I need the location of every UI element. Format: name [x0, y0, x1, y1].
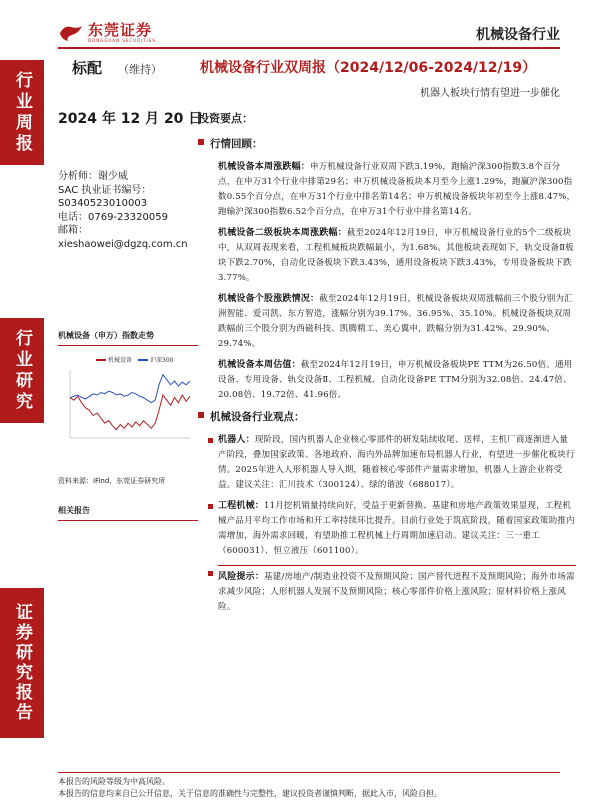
analyst-email-label: 邮箱：: [58, 225, 88, 237]
report-subtitle: 机器人板块行情有望进一步催化: [420, 88, 560, 99]
analyst-phone: 电话：0769-23320059: [58, 211, 168, 223]
rating-label: 标配: [72, 59, 103, 77]
para-lead: 工程机械：: [218, 501, 265, 511]
index-chart: [58, 330, 198, 486]
para-lead: 机器人：: [218, 435, 255, 445]
investment-points: [198, 110, 576, 621]
analyst-email[interactable]: xieshaowei@dgzq.com.cn: [58, 238, 188, 250]
para-lead: 机械设备个股涨跌情况：: [218, 294, 320, 304]
chart-source: 资料来源：iFind，东莞证券研究所: [58, 477, 166, 485]
related-reports-title: 相关报告: [58, 505, 198, 521]
side-tab-securities-report: [0, 588, 44, 738]
series-line-index: [70, 375, 190, 403]
para-text: 11月挖机销量持续向好，受益于更新替换、基建和房地产政策效果显现，工程机械产品月平均工作市场和开工率持续环比提升。目前行业处于筑底阶段，随着国家政策助推内需增加，海外需求回暖，有望助推工程机械上行周期加速启动。建议关注：三一重工（600031）、恒立液压（601100）。: [218, 501, 575, 556]
chart-plot: [58, 346, 198, 466]
para-lead: 风险提示：: [218, 572, 265, 582]
view-paragraph-robot: [218, 433, 576, 493]
para-text: 申万机械设备行业双周下跌3.19%，跑输沪深300指数3.8个百分点，在申万31个行业中排第29名；申万机械设备板块本月至今上涨1.29%，跑赢沪深300指数0.55个百分点，在申万31个行业中排名第14名；申万机械设备板块年初至今上涨8.47%，跑输沪深300指数6.52个百分点，在申万31个行业中排名第14名。: [218, 162, 576, 217]
side-tab-weekly: [0, 60, 44, 165]
para-text: 截至2024年12月19日，机械设备板块双周涨幅前三个股分别为汇洲智能、爱司凯、东方智造，涨幅分别为39.17%、36.95%、35.10%。机械设备板块双周跌幅前三个股分别为西磁科技、凯腾精工、美心翼申，跌幅分别为31.42%、29.90%、29.74%。: [218, 294, 573, 349]
company-name-en: DONGGUAN SECURITIES: [88, 38, 156, 43]
review-paragraph: [218, 358, 576, 403]
para-lead: 机械设备二级板块本周涨跌幅：: [218, 228, 347, 238]
para-lead: 机械设备本周估值：: [218, 360, 301, 370]
analyst-name: 分析师：谢少威: [58, 171, 128, 182]
points-title: 投资要点：: [198, 112, 253, 125]
side-tab-research: [0, 318, 44, 423]
chart-title: 机械设备（申万）指数走势: [58, 330, 198, 346]
disclaimer-footer: [58, 772, 560, 800]
para-text: 截至2024年12月19日，申万机械设备板块PE TTM为26.50倍。通用设备、专用设备、轨交设备Ⅱ、工程机械、自动化设备PE TTM分别为32.08倍、24.47倍、20.08倍、19.72倍、41.96倍。: [218, 360, 573, 400]
view-paragraph-machinery: [218, 499, 576, 559]
view-heading: 机械设备行业观点：: [198, 409, 576, 424]
analyst-cert-label: SAC 执业证书编号：: [58, 184, 152, 196]
analyst-cert-number: S0340523010003: [58, 198, 148, 210]
para-lead: 机械设备本周涨跌幅：: [218, 162, 311, 172]
review-heading: 行情回顾：: [198, 136, 576, 151]
side-tab-label: 行业周报: [12, 70, 32, 155]
legend-label-index: 沪深300: [150, 357, 174, 364]
series-line-industry: [70, 395, 190, 430]
report-title: 机械设备行业双周报（2024/12/06-2024/12/19）: [200, 60, 537, 76]
side-tab-label: 证券研究报告: [12, 603, 32, 723]
review-paragraph: [218, 160, 576, 220]
risk-level-note: 本报告的风险等级为中高风险。: [58, 777, 170, 786]
review-paragraph: [218, 226, 576, 286]
review-paragraph: [218, 292, 576, 352]
industry-label: 机械设备行业: [476, 27, 560, 43]
company-logo: [58, 22, 156, 43]
header-divider: [58, 47, 560, 49]
rating-sub: （维持）: [118, 63, 162, 76]
para-text: 基建/房地产/制造业投资不及预期风险；国产替代进程不及预期风险；海外市场需求减少风险；人形机器人发展不及预期风险；核心零部件价格上涨风险；原材料价格上涨风险。: [218, 572, 575, 612]
para-text: 截至2024年12月19日，申万机械设备行业的5个二级板块中，从双周表现来看，工程机械板块跌幅最小，为1.68%。其他板块表现如下，轨交设备Ⅱ板块下跌2.70%，自动化设备板块下跌3.43%，通用设备板块下跌3.43%，专用设备板块下跌3.77%。: [218, 228, 574, 283]
legend-label-industry: 机械设备: [108, 357, 133, 364]
report-date: 2024 年 12 月 20 日: [58, 111, 203, 127]
side-tab-label: 行业研究: [12, 328, 32, 413]
company-name: 东莞证券: [88, 21, 153, 39]
source-disclaimer: 本报告的信息均来自已公开信息，关于信息的准确性与完整性，建议投资者谨慎判断，据此入市，风险自担。: [58, 789, 442, 798]
risk-paragraph: [218, 565, 576, 615]
para-text: 现阶段，国内机器人企业核心零部件的研发陆续收尾、送样，主机厂商逐渐进入量产阶段，叠加国家政策、各地政府、海内外品牌加速布局机器人行业，有望进一步催化板块行情。2025年进入人形机器人导入期，随着核心零部件产量需求增加，机器人上游企业将受益。建议关注：汇川技术（300124）、绿的谐波（688017）。: [218, 435, 575, 490]
chart-legend: [96, 356, 174, 364]
logo-icon: [58, 23, 84, 43]
analyst-info: [58, 170, 198, 252]
